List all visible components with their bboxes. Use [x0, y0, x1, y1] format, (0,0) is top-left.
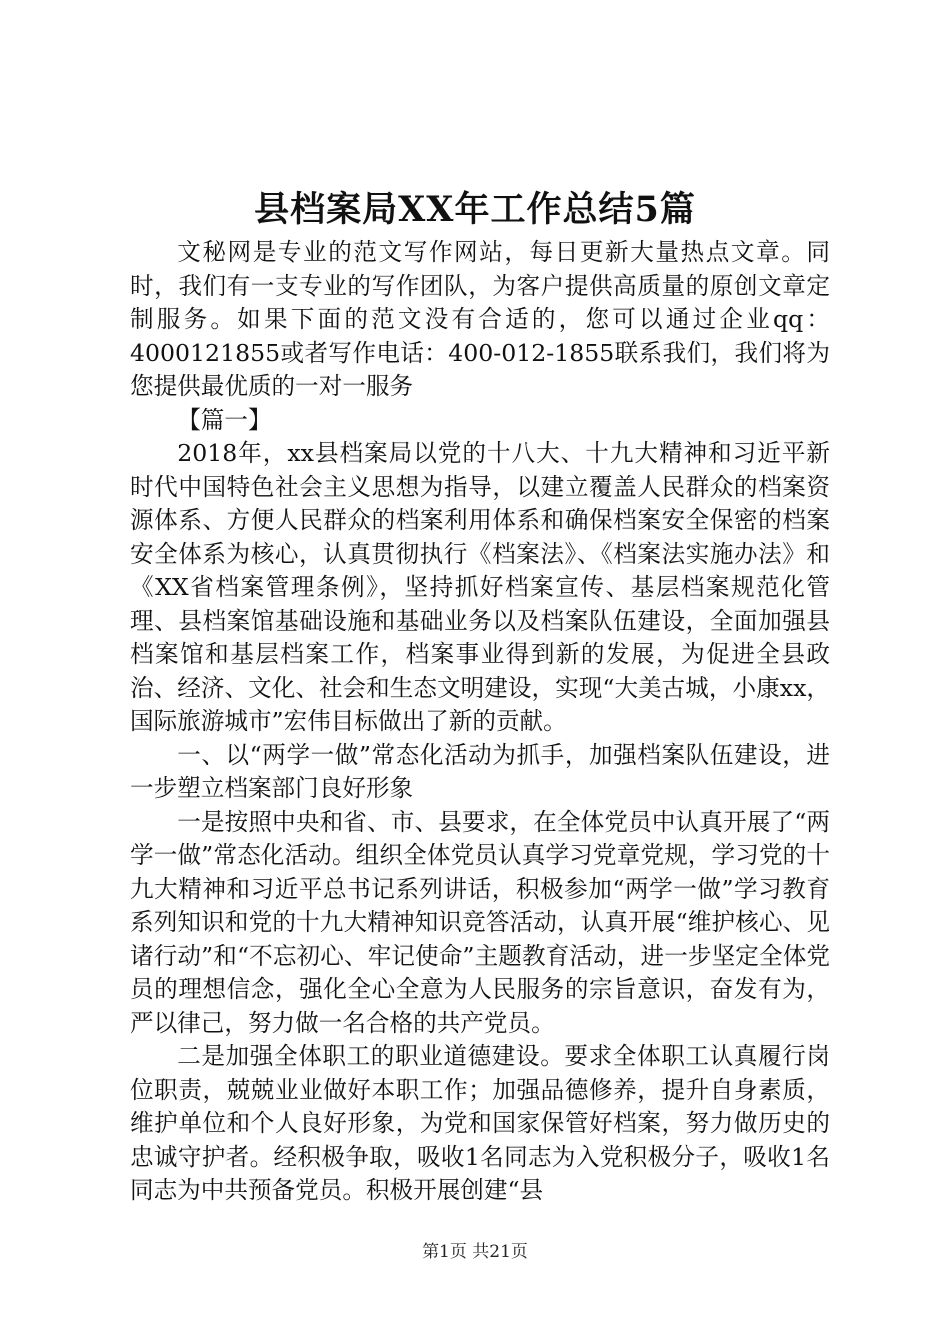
document-body — [130, 236, 830, 1208]
body-paragraph: 2018年，xx县档案局以党的十八大、十九大精神和习近平新时代中国特色社会主义思想为指导，以建立覆盖人民群众的档案资源体系、方便人民群众的档案利用体系和确保档案安全保密的档案安全体系为核心，认真贯彻执行《档案法》、《档案法实施办法》和《XX省档案管理条例》，坚持抓好档案宣传、基层档案规范化管理、县档案馆基础设施和基础业务以及档案队伍建设，全面加强县档案馆和基层档案工作，档案事业得到新的发展，为促进全县政治、经济、文化、社会和生态文明建设，实现“大美古城，小康xx，国际旅游城市”宏伟目标做出了新的贡献。 — [130, 439, 830, 735]
document-title: 县档案局XX年工作总结5篇 — [254, 189, 696, 230]
body-paragraph: 二是加强全体职工的职业道德建设。要求全体职工认真履行岗位职责，兢兢业业做好本职工作；加强品德修养，提升自身素质，维护单位和个人良好形象，为党和国家保管好档案，努力做历史的忠诚守护者。经积极争取，吸收1名同志为入党积极分子，吸收1名同志为中共预备党员。积极开展创建“县 — [130, 1042, 830, 1204]
section-heading: 【篇一】 — [177, 405, 272, 434]
subsection-heading: 一、以“两学一做”常态化活动为抓手，加强档案队伍建设，进一步塑立档案部门良好形象 — [130, 740, 830, 802]
page-number-footer: 第1页 共21页 — [422, 1242, 528, 1262]
intro-paragraph: 文秘网是专业的范文写作网站，每日更新大量热点文章。同时，我们有一支专业的写作团队，为客户提供高质量的原创文章定制服务。如果下面的范文没有合适的，您可以通过企业qq：4000121855或者写作电话：400-012-1855联系我们，我们将为您提供最优质的一对一服务 — [130, 238, 830, 400]
body-paragraph: 一是按照中央和省、市、县要求，在全体党员中认真开展了“两学一做”常态化活动。组织全体党员认真学习党章党规，学习党的十九大精神和习近平总书记系列讲话，积极参加“两学一做”学习教育系列知识和党的十九大精神知识竞答活动，认真开展“维护核心、见诸行动”和“不忘初心、牢记使命”主题教育活动，进一步坚定全体党员的理想信念，强化全心全意为人民服务的宗旨意识，奋发有为，严以律己，努力做一名合格的共产党员。 — [130, 807, 830, 1037]
